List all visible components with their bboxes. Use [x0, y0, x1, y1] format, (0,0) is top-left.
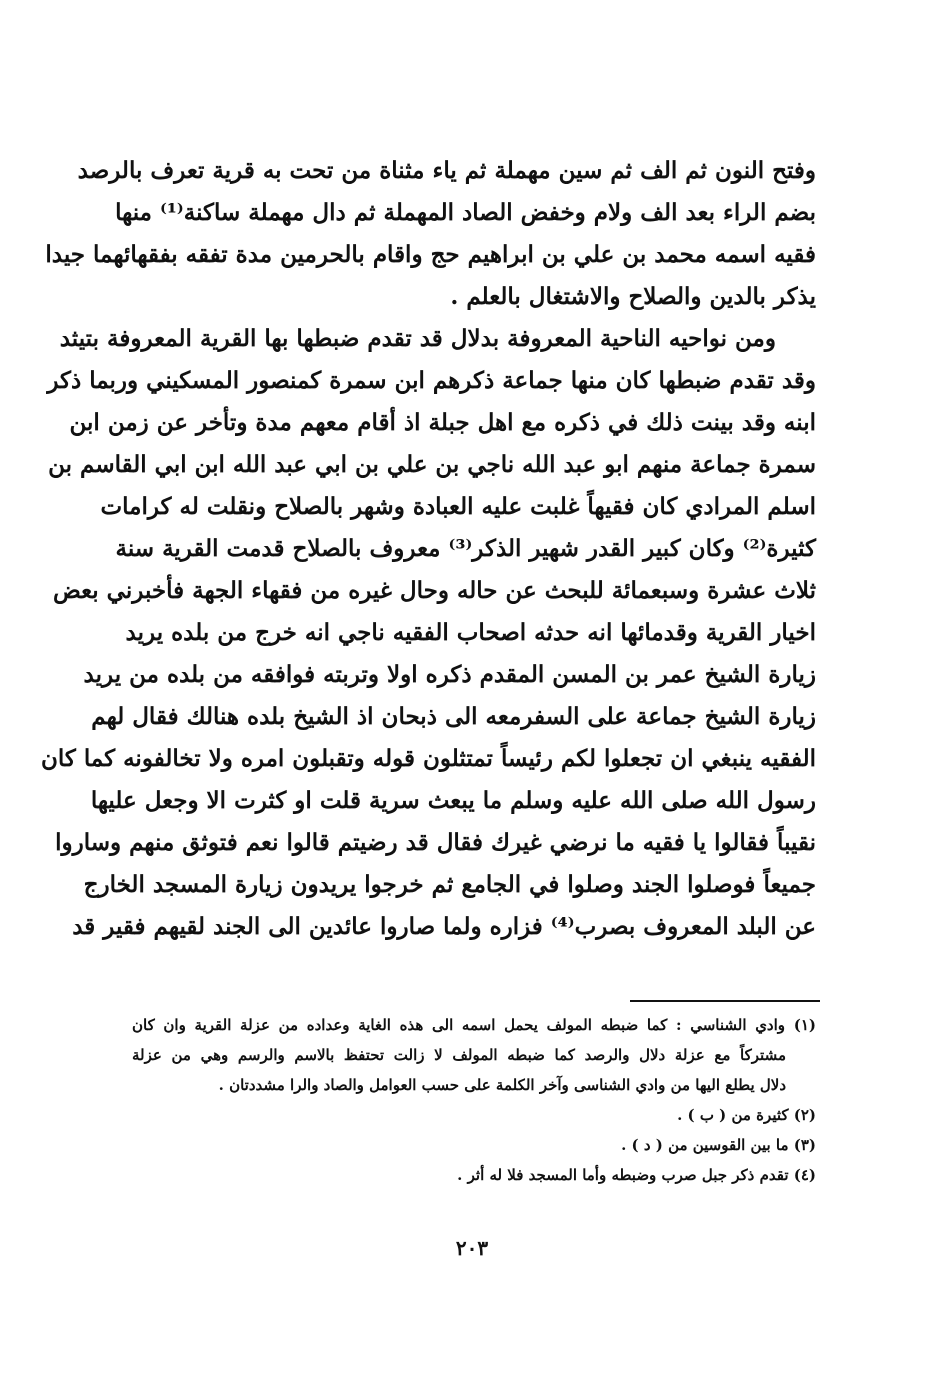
footnote-line: (٤) تقدم ذكر جبل صرب وضبطه وأما المسجد فلا له أثر . — [457, 1166, 816, 1184]
footnote-line: (٢) كثيرة من ( ب ) . — [677, 1106, 816, 1124]
footnote-line: مشتركاً مع عزلة دلال والرصد كما ضبطه المولف لا زالت تحتفظ بالاسم والرسم وهي من عزلة — [132, 1046, 786, 1064]
footnote-line: دلال يطلع اليها من وادي الشناسى وآخر الكلمة على حسب العوامل والصاد والرا مشددتان . — [218, 1076, 786, 1094]
text-line: زيارة الشيخ عمر بن المسن المقدم ذكره اولا وتربته فوافقه من بلده من يريد — [83, 661, 816, 688]
text-line: بضم الراء بعد الف ولام وخفض الصاد المهملة ثم دال مهملة ساكنة⁽¹⁾ منها — [115, 199, 816, 226]
footnote-line: (١) وادي الشناسي : كما ضبطه المولف يحمل اسمه الى هذه الغاية وعداده من عزلة القرية وان كان — [132, 1016, 816, 1034]
text-line: فقيه اسمه محمد بن علي بن ابراهيم حج واقام بالحرمين مدة تفقه بفقهائهما جيدا — [45, 241, 816, 268]
page-number: ٢٠٣ — [455, 1236, 489, 1260]
text-line: ثلاث عشرة وسبعمائة للبحث عن حاله وحال غيره من فقهاء الجهة فأخبرني بعض — [53, 577, 816, 604]
text-line: كثيرة⁽²⁾ وكان كبير القدر شهير الذكر⁽³⁾ معروف بالصلاح قدمت القرية سنة — [115, 535, 816, 562]
footnotes — [132, 1010, 816, 1190]
text-line: عن البلد المعروف بصرب⁽⁴⁾ فزاره ولما صاروا عائدين الى الجند لقيهم فقير قد — [72, 913, 816, 940]
text-line: اخيار القرية وقدمائها انه حدثه اصحاب الفقيه ناجي انه خرج من بلده يريد — [125, 619, 816, 646]
text-line: ابنه وقد بينت ذلك في ذكره مع اهل جبلة اذ أقام معهم مدة وتأخر عن زمن ابن — [69, 409, 816, 436]
text-line: سمرة جماعة منهم ابو عبد الله ناجي بن علي بن ابي عبد الله ابن ابي القاسم بن — [48, 451, 816, 478]
text-line: وفتح النون ثم الف ثم سين مهملة ثم ياء مثناة من تحت به قرية تعرف بالرصد — [77, 157, 816, 184]
text-line: نقيباً فقالوا يا فقيه ما نرضي غيرك فقال قد رضيتم قالوا نعم فتوثق منهم وساروا — [55, 829, 816, 856]
main-text — [40, 150, 816, 948]
text-line: اسلم المرادي كان فقيهاً غلبت عليه العبادة وشهر بالصلاح ونقلت له كرامات — [100, 493, 816, 520]
footnote-line: (٣) ما بين القوسين من ( د ) . — [621, 1136, 816, 1154]
text-line: يذكر بالدين والصلاح والاشتغال بالعلم . — [450, 283, 816, 310]
footnote-separator — [630, 1000, 820, 1002]
text-line: جميعاً فوصلوا الجند وصلوا في الجامع ثم خرجوا يريدون زيارة المسجد الخارج — [83, 871, 816, 898]
text-line: رسول الله صلى الله عليه وسلم ما يبعث سرية قلت او كثرت الا وجعل عليها — [90, 787, 816, 814]
text-line: وقد تقدم ضبطها كان منها جماعة ذكرهم ابن سمرة كمنصور المسكيني وربما ذكر — [47, 367, 816, 394]
text-line: زيارة الشيخ جماعة على السفرمعه الى ذبحان اذ الشيخ بلده هنالك فقال لهم — [91, 703, 816, 730]
text-line: ومن نواحيه الناحية المعروفة بدلال قد تقدم ضبطها بها القرية المعروفة بتيثد — [59, 325, 776, 352]
text-line: الفقيه ينبغي ان تجعلوا لكم رئيساً تمتثلون قوله وتقبلون امره ولا تخالفونه كما كان — [40, 745, 816, 772]
